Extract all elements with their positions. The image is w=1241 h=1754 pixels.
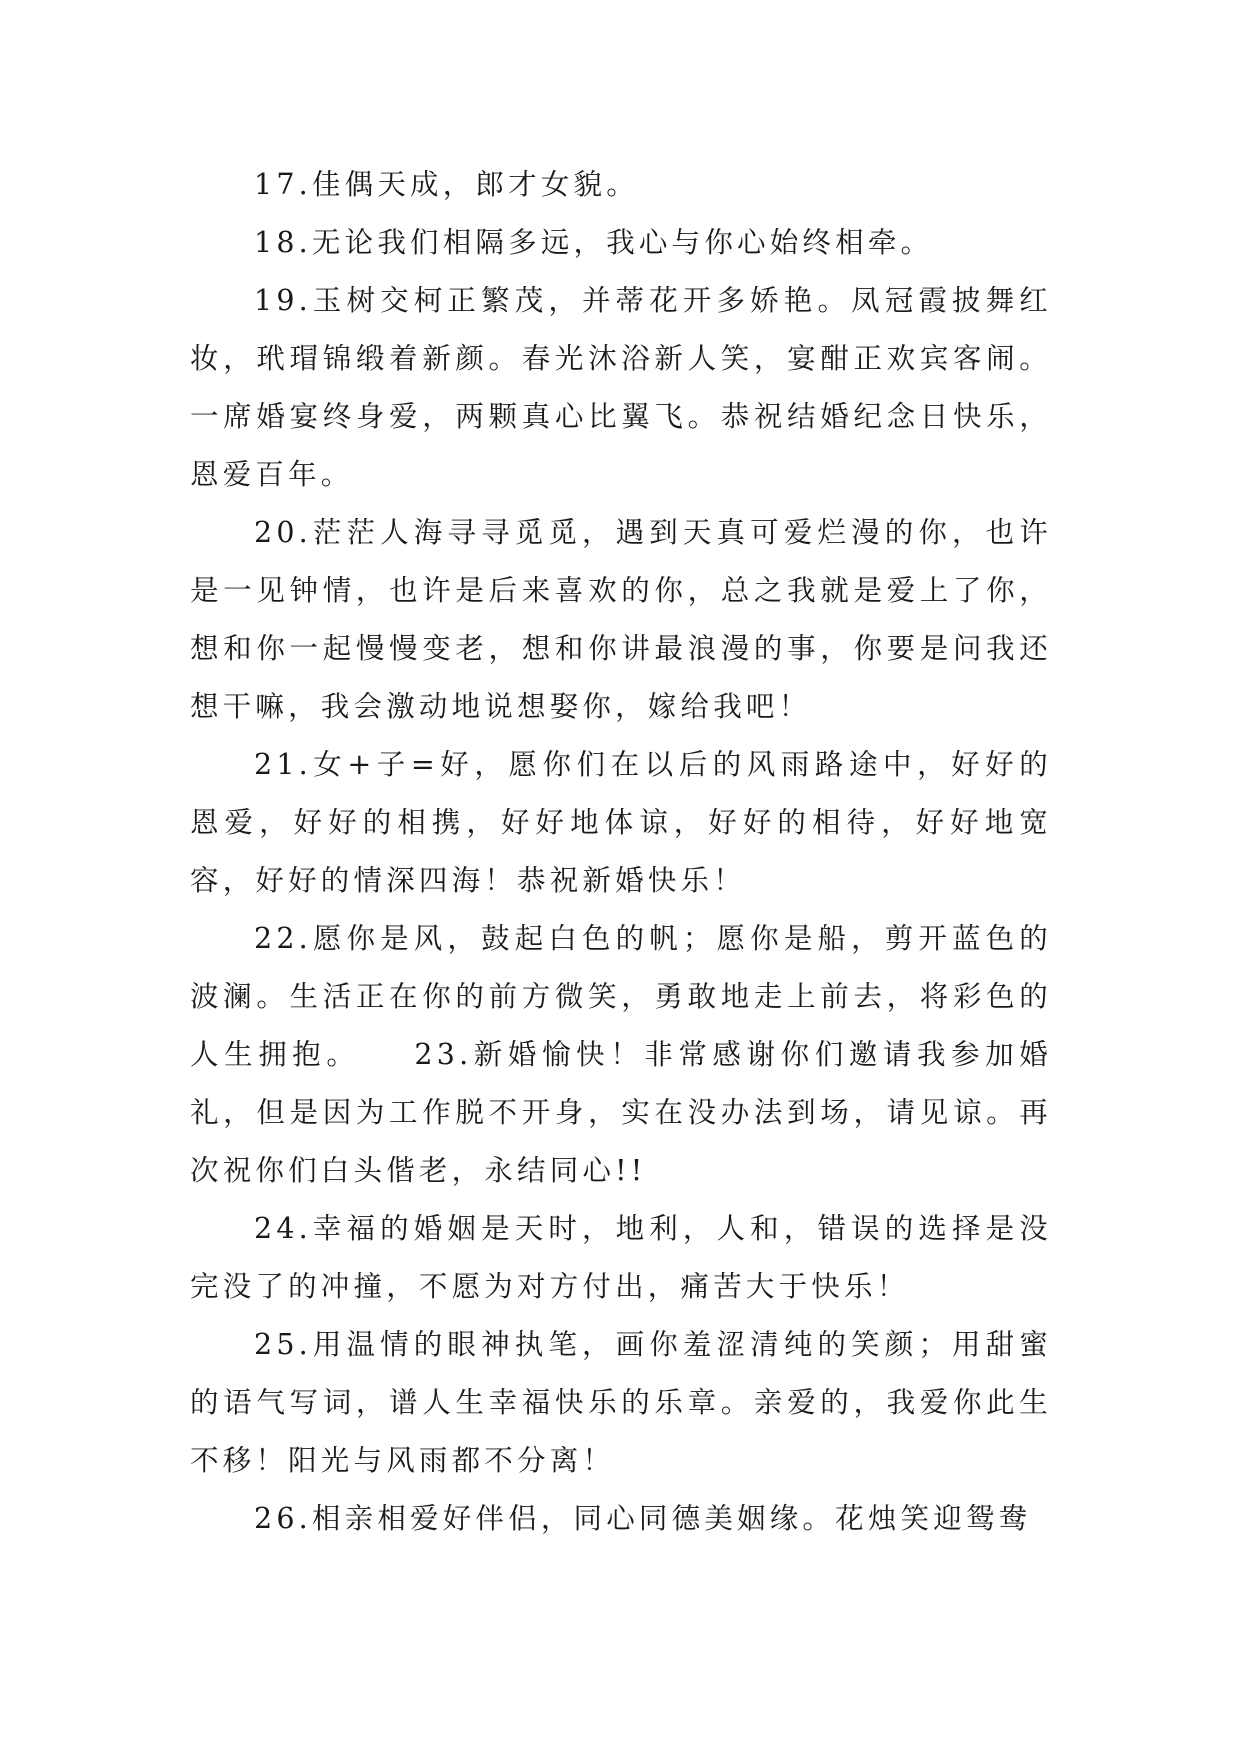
paragraph-20: 20.茫茫人海寻寻觅觅，遇到天真可爱烂漫的你，也许是一见钟情，也许是后来喜欢的你，总之我就是爱上了你，想和你一起慢慢变老，想和你讲最浪漫的事，你要是问我还想干嘛，我会激动地说想娶你，嫁给我吧！ — [190, 516, 1052, 723]
paragraph-17: 17.佳偶天成，郎才女貌。 — [254, 168, 639, 201]
paragraph-22-23: 22.愿你是风，鼓起白色的帆；愿你是船，剪开蓝色的波澜。生活正在你的前方微笑，勇敢地走上前去，将彩色的人生拥抱。 23.新婚愉快！非常感谢你们邀请我参加婚礼，但是因为工作脱不开身，实在没办法到场，请见谅。再次祝你们白头偕老，永结同心!! — [190, 922, 1052, 1187]
paragraph-21: 21.女+子=好，愿你们在以后的风雨路途中，好好的恩爱，好好的相携，好好地体谅，好好的相待，好好地宽容，好好的情深四海！恭祝新婚快乐！ — [190, 748, 1052, 897]
paragraph-24: 24.幸福的婚姻是天时，地利，人和，错误的选择是没完没了的冲撞，不愿为对方付出，痛苦大于快乐！ — [190, 1212, 1052, 1303]
document-body — [190, 156, 1052, 1548]
paragraph-25: 25.用温情的眼神执笔，画你羞涩清纯的笑颜；用甜蜜的语气写词，谱人生幸福快乐的乐章。亲爱的，我爱你此生不移！阳光与风雨都不分离！ — [190, 1328, 1052, 1477]
paragraph-26: 26.相亲相爱好伴侣，同心同德美姻缘。花烛笑迎鸳鸯 — [254, 1502, 1032, 1535]
paragraph-19: 19.玉树交柯正繁茂，并蒂花开多娇艳。凤冠霞披舞红妆，玳瑁锦缎着新颜。春光沐浴新人笑，宴酣正欢宾客闹。一席婚宴终身爱，两颗真心比翼飞。恭祝结婚纪念日快乐，恩爱百年。 — [190, 284, 1052, 491]
paragraph-18: 18.无论我们相隔多远，我心与你心始终相牵。 — [254, 226, 934, 259]
